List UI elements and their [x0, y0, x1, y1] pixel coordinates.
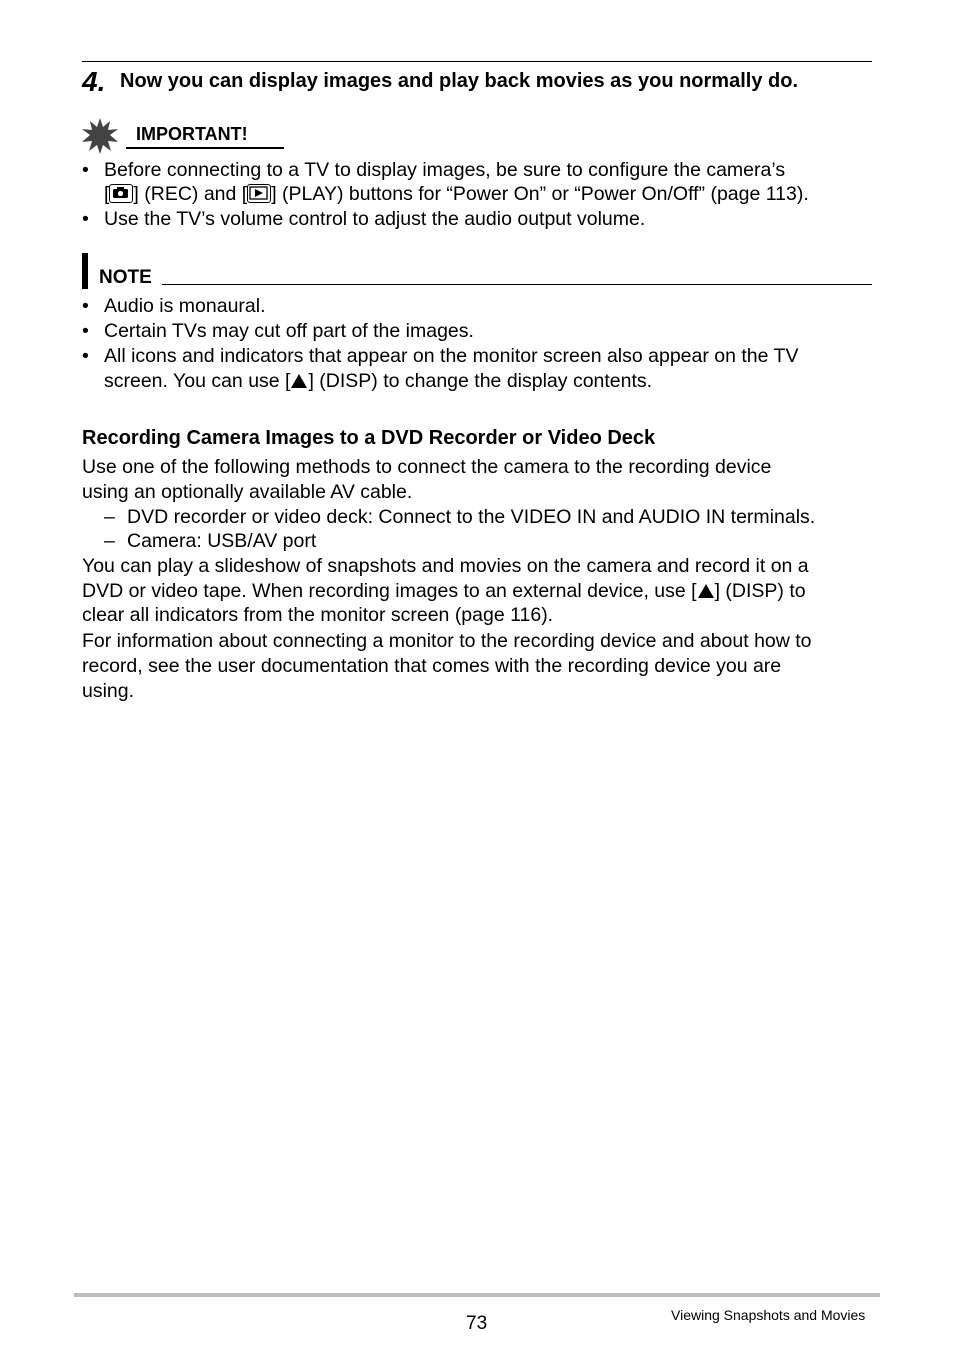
bullet-mark: •	[82, 320, 89, 342]
page-number: 73	[466, 1313, 488, 1334]
camera-icon	[109, 184, 133, 203]
para2-line3: clear all indicators from the monitor screen (page 116).	[82, 604, 554, 626]
bullet-mark: •	[82, 295, 89, 317]
bullet-mark: •	[82, 159, 89, 181]
play-icon	[247, 184, 271, 203]
footer-section-title: Viewing Snapshots and Movies	[671, 1307, 866, 1323]
para2-line1: You can play a slideshow of snapshots and movies on the camera and record it on a	[82, 555, 809, 577]
dash-item-1-text: DVD recorder or video deck: Connect to the VIDEO IN and AUDIO IN terminals.	[127, 506, 816, 528]
bullet-mark: •	[82, 345, 89, 367]
note-heading	[82, 253, 872, 289]
note-label: NOTE	[99, 267, 152, 288]
section-title: Recording Camera Images to a DVD Recorder or Video Deck	[82, 427, 656, 449]
step-top-rule	[82, 61, 872, 62]
burst-icon	[82, 118, 118, 154]
footer-rule	[74, 1293, 880, 1297]
dash-item-2-text: Camera: USB/AV port	[127, 530, 317, 552]
note-item-3-line1: All icons and indicators that appear on the monitor screen also appear on the TV	[104, 345, 799, 367]
up-triangle-icon	[697, 583, 715, 599]
section-intro-line1: Use one of the following methods to connect the camera to the recording device	[82, 456, 772, 478]
para3-line3: using.	[82, 680, 135, 702]
step-number: 4.	[82, 66, 106, 97]
bullet-mark: •	[82, 208, 89, 230]
section-intro-line2: using an optionally available AV cable.	[82, 481, 413, 503]
note-bar	[82, 253, 88, 289]
important-underline	[126, 147, 284, 149]
para3-line1: For information about connecting a monitor to the recording device and about how to	[82, 630, 812, 652]
important-item-2-text: Use the TV’s volume control to adjust the audio output volume.	[104, 208, 646, 230]
important-label: IMPORTANT!	[136, 124, 248, 144]
important-heading	[82, 118, 292, 152]
important-item-1-line1: Before connecting to a TV to display images, be sure to configure the camera’s	[104, 159, 786, 181]
up-triangle-icon	[290, 373, 308, 389]
para3-line2: record, see the user documentation that comes with the recording device you are	[82, 655, 782, 677]
dash-mark: –	[104, 530, 115, 552]
important-item-1-line2: [ ] (REC) and [ ] (PLAY) buttons for “Power On” or “Power On/Off” (page 113).	[104, 183, 809, 205]
note-rule	[162, 284, 872, 285]
note-item-2-text: Certain TVs may cut off part of the images.	[104, 320, 474, 342]
para2-line2: DVD or video tape. When recording images to an external device, use [ ] (DISP) to	[82, 580, 806, 602]
dash-mark: –	[104, 506, 115, 528]
note-item-1-text: Audio is monaural.	[104, 295, 266, 317]
step-heading	[82, 66, 882, 100]
note-item-3-line2: screen. You can use [ ] (DISP) to change the display contents.	[104, 370, 653, 392]
step-text: Now you can display images and play back movies as you normally do.	[120, 70, 798, 92]
